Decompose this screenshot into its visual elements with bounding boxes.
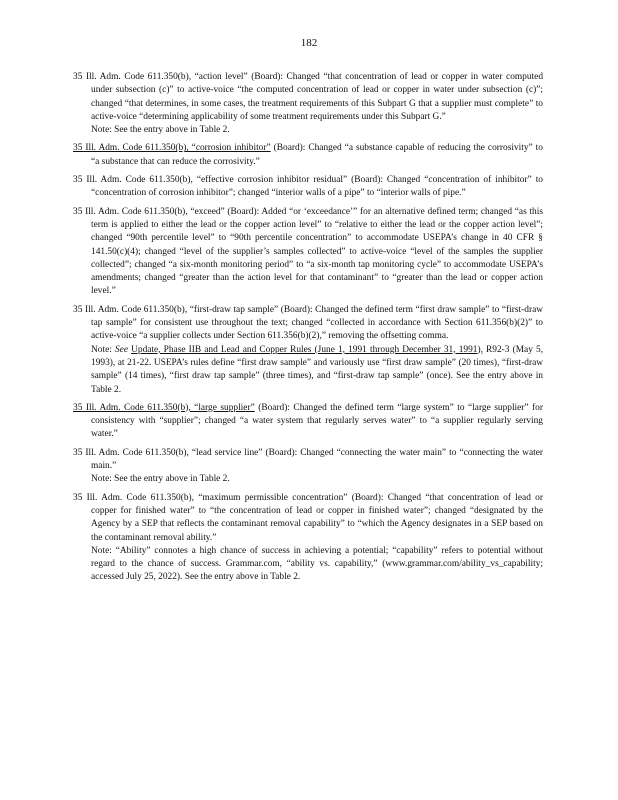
entries-list bbox=[73, 71, 543, 590]
entry-ref: 35 Ill. Adm. Code 611.350(b) bbox=[73, 447, 187, 458]
entry-body: , “maximum permissible concentration” (Board): Changed “that concentration of lead or copper for finished water” to “the concentration of lead or copper in finished water”; changed “designated by the Agency by a SEP that reflects the contaminant removal capability” to “which the Agency designates in a SEP based on the contaminant removal ability.” bbox=[91, 492, 543, 543]
entry-lead-service-line bbox=[73, 447, 543, 487]
note-prefix: Note: bbox=[91, 344, 112, 355]
entry-note bbox=[91, 344, 543, 397]
entry-maximum-permissible-concentration bbox=[73, 492, 543, 585]
entry-ref: 35 Ill. Adm. Code 611.350(b) bbox=[73, 175, 191, 186]
entry-action-level bbox=[73, 71, 543, 137]
entry-body: , “action level” (Board): Changed “that concentration of lead or copper in water computed under subsection (c)” to active-voice “the computed concentration of lead or copper in water under subsection (c)”; changed “that determines, in some cases, the treatment requirements of this Subpart G that a supplier must complete” to active-voice “determining applicability of some treatment requirements under this Subpart G.” bbox=[91, 72, 544, 122]
entry-effective-corrosion-inhibitor-residual bbox=[73, 174, 543, 201]
note-citation: Update, Phase IIB and Lead and Copper Rules (June 1, 1991 through December 31, 1991), bbox=[131, 344, 483, 355]
entry-note: Note: See the entry above in Table 2. bbox=[91, 125, 230, 136]
entry-ref: 35 Ill. Adm. Code 611.350(b) bbox=[73, 304, 185, 315]
entry-body: (Board): Changed the defined term “large system” to “large supplier” for consistency with “supplier”; changed “a water system that regularly serves water” to “a supplier regularly serving water.” bbox=[91, 402, 543, 440]
note-rest: R92-3 (May 5, 1993), at 21-22. USEPA’s rules define “first draw sample” and variously use “first draw sample” (20 times), “first-draw sample” (14 times), “first draw tap sample” (three times), and “first-draw tap sample” (once). See the entry above in Table 2. bbox=[91, 344, 544, 395]
entry-note: Note: “Ability” connotes a high chance of success in achieving a potential; “capability” refers to potential without regard to the chance of success. Grammar.com, “ability vs. capability,” (www.grammar.com/ability_vs_capability; accessed July 25, 2022). See the entry above in Table 2. bbox=[91, 545, 543, 583]
entry-body: , “lead service line” (Board): Changed “connecting the water main” to “connecting the water main.” bbox=[91, 447, 544, 472]
page-number: 182 bbox=[300, 37, 318, 49]
entry-exceed bbox=[73, 206, 543, 299]
entry-first-draw-tap-sample bbox=[73, 304, 543, 397]
entry-ref: 35 Ill. Adm. Code 611.350(b) bbox=[73, 492, 192, 503]
entry-corrosion-inhibitor bbox=[73, 142, 543, 169]
entry-ref: 35 Ill. Adm. Code 611.350(b) bbox=[73, 72, 189, 82]
entry-note: Note: See the entry above in Table 2. bbox=[91, 474, 230, 485]
entry-body: (Board): Changed “a substance capable of reducing the corrosivity” to “a substance that can reduce the corrosivity.” bbox=[91, 143, 543, 167]
entry-body: , “effective corrosion inhibitor residual” (Board): Changed “concentration of inhibitor” to “concentration of corrosion inhibitor”; changed “interior walls of a pipe” to “interior walls of pipe.” bbox=[91, 175, 543, 199]
entry-body: , “first-draw tap sample” (Board): Changed the defined term “first draw sample” to “first-draw tap sample” for consistent use throughout the text; changed “collected in accordance with Section 611.356(b)(2)” to active-voice “a supplier collects under Section 611.356(b)(2),” removing the offsetting comma. bbox=[91, 304, 544, 342]
entry-ref: 35 Ill. Adm. Code 611.350(b), “corrosion inhibitor” bbox=[73, 143, 271, 154]
entry-ref: 35 Ill. Adm. Code 611.350(b), “large supplier” bbox=[73, 402, 255, 413]
entry-body: , “exceed” (Board): Added “or ‘exceedance’” for an alternative defined term; changed “as this term is applied to either the lead or the copper action level” to “relative to either the lead or the copper action level”; changed “90th percentile level” to “90th percentile concentration” to accommodate USEPA’s change in 40 CFR § 141.50(c)(4); changed “level of the supplier’s samples collected” to active-voice “level of the samples the supplier collected”; changed “a six-month monitoring period” to “a six-month tap monitoring cycle” to accommodate USEPA’s amendments; changed “greater than the action level for that contaminant” to “greater than the lead or copper action level.” bbox=[91, 206, 543, 297]
note-see: See bbox=[114, 344, 128, 355]
entry-large-supplier bbox=[73, 402, 543, 442]
entry-ref: 35 Ill. Adm. Code 611.350(b) bbox=[73, 206, 186, 217]
